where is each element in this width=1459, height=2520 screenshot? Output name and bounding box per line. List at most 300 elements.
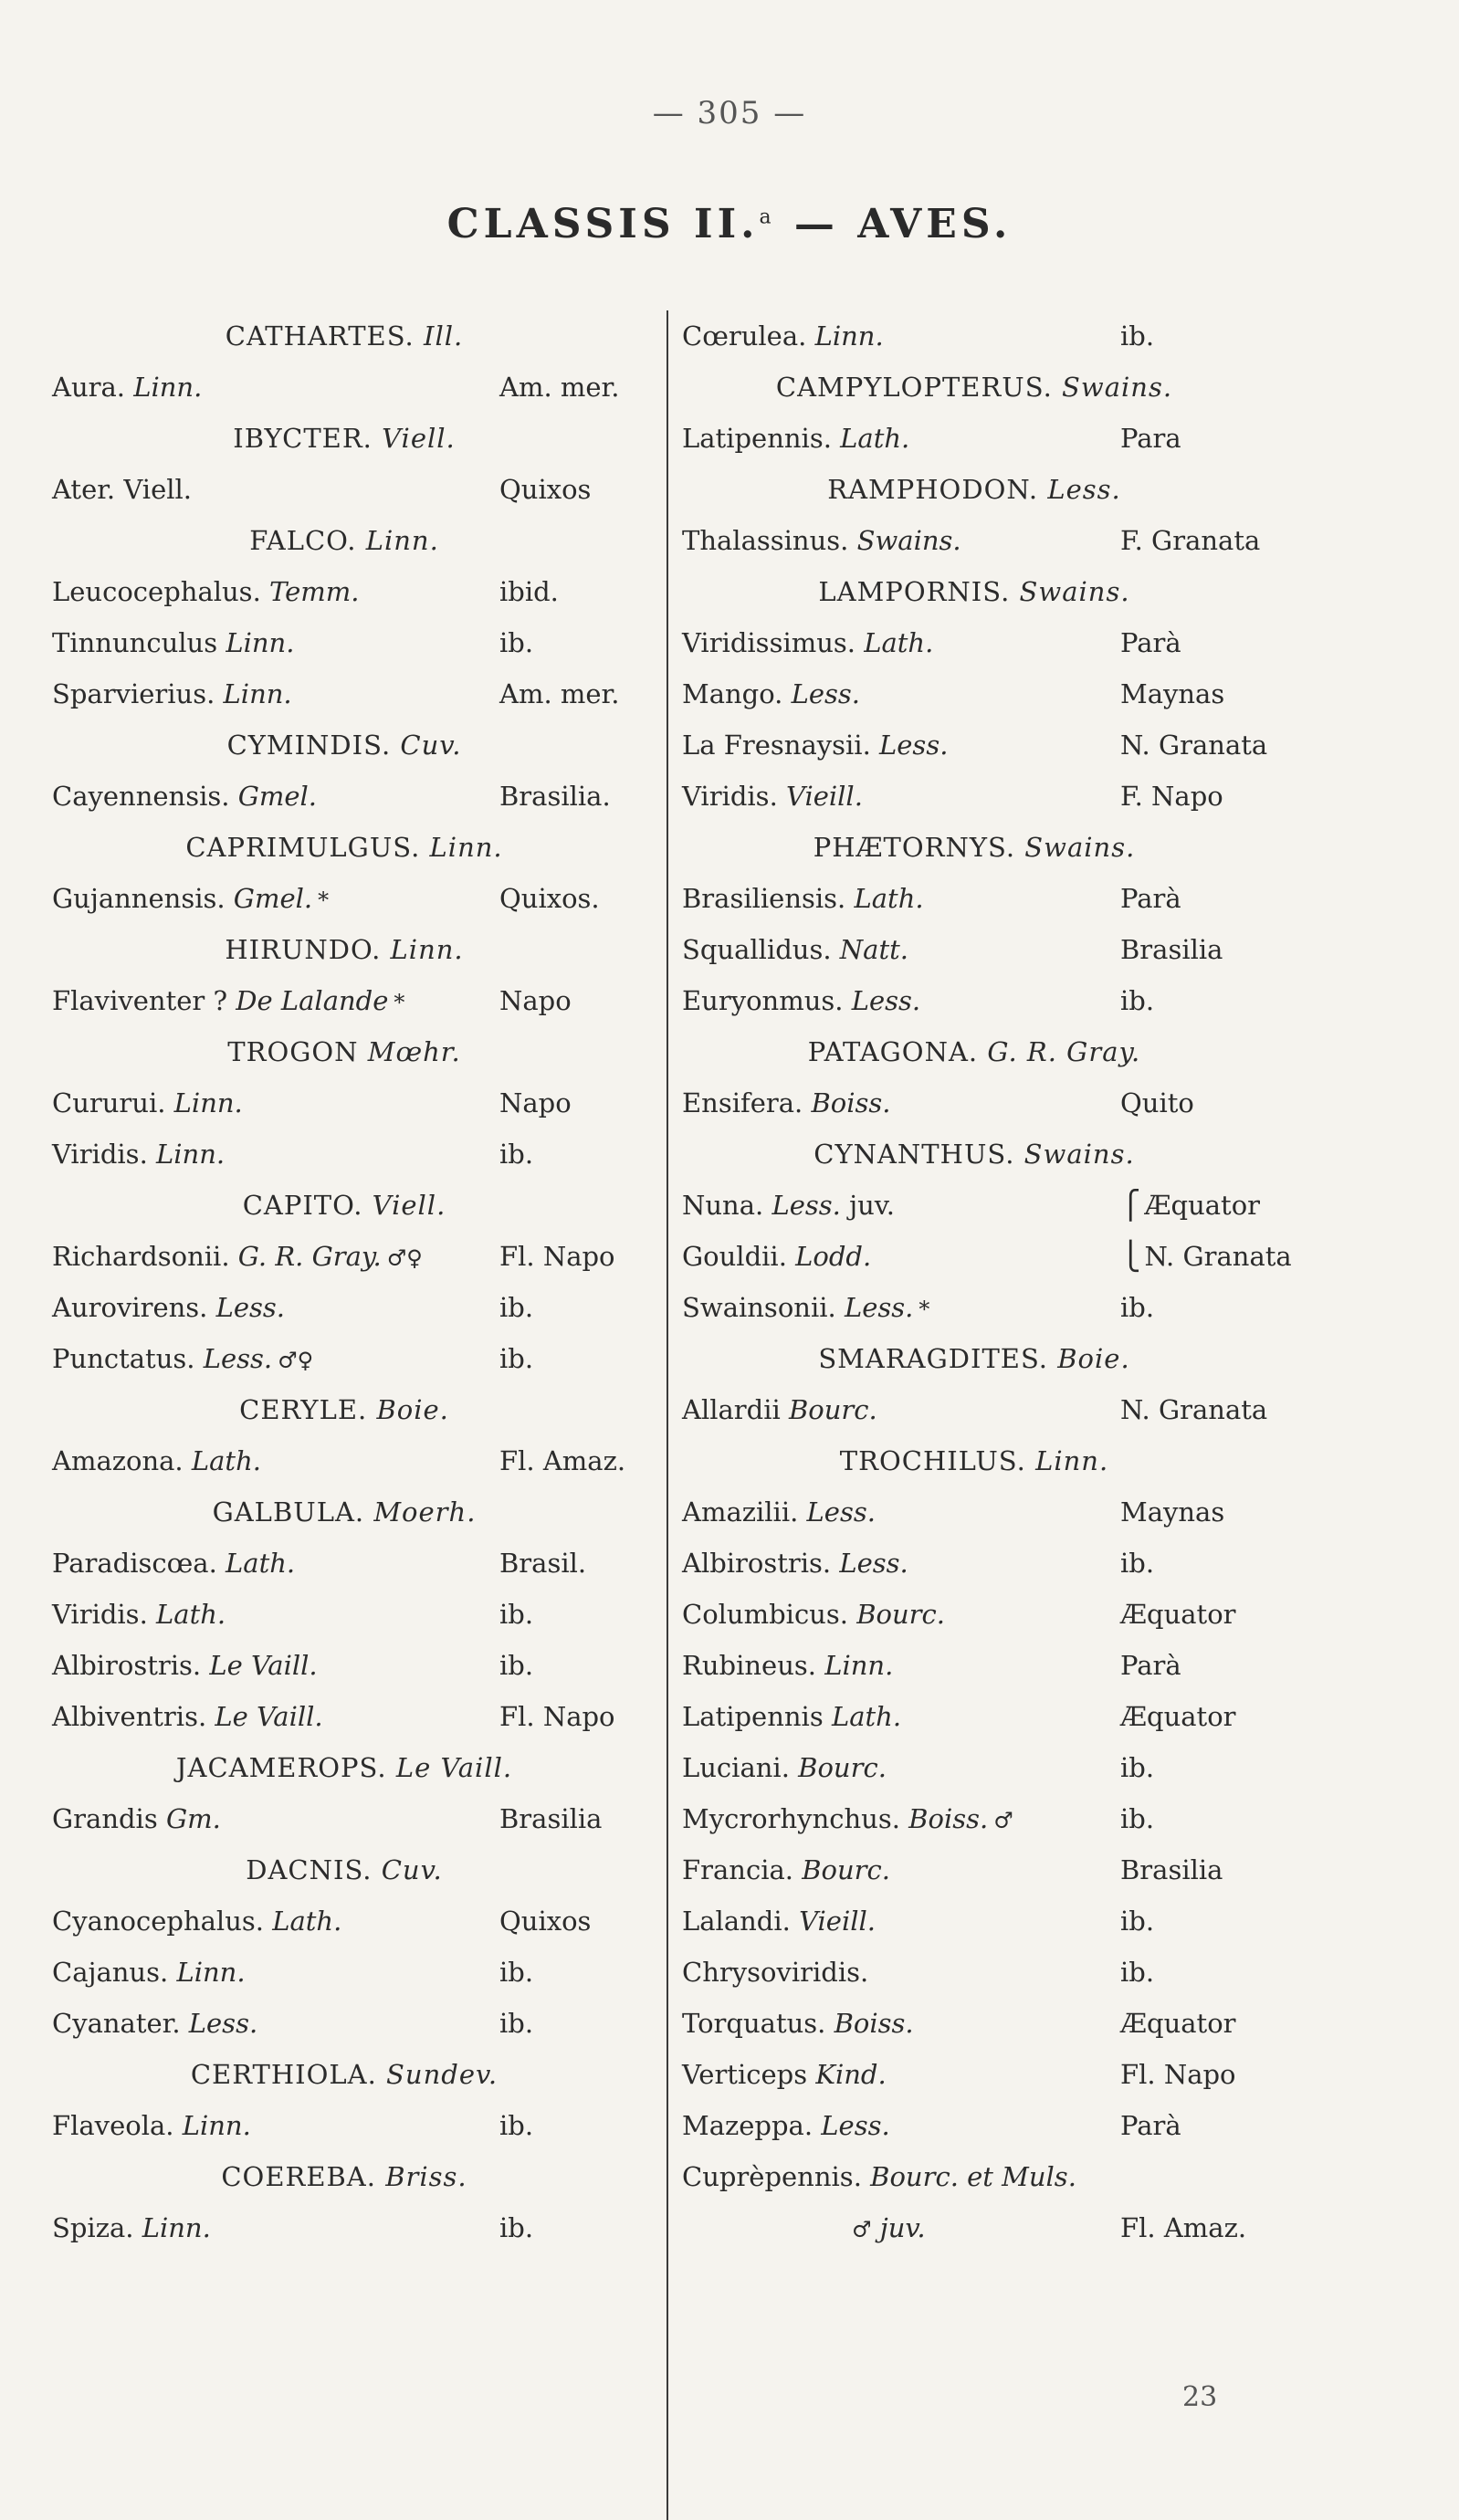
- locality: [1120, 1998, 1236, 2049]
- species-entry: [52, 464, 636, 515]
- species-entry: [682, 1844, 1266, 1895]
- genus-name: CAPITO.: [242, 1190, 363, 1221]
- species-text: [52, 2100, 251, 2151]
- locality: [499, 1435, 625, 1486]
- species-entry: [682, 1742, 1266, 1793]
- species-name: Lalandi.: [682, 1906, 791, 1937]
- species-text: [682, 310, 884, 362]
- locality: [499, 1589, 533, 1640]
- locality: [1120, 1589, 1236, 1640]
- species-text: [682, 2049, 887, 2100]
- right-column: [682, 310, 1292, 2253]
- species-text: [52, 1691, 323, 1742]
- genus-authority: Viell.: [382, 423, 456, 454]
- locality-text: F. Granata: [1120, 525, 1261, 556]
- species-text: [682, 1231, 871, 1282]
- locality-text: ib.: [1120, 320, 1155, 352]
- locality-text: Parà: [1120, 2110, 1181, 2141]
- catchword: 23: [1182, 2381, 1218, 2413]
- class-heading-rest: — AVES.: [775, 201, 1013, 247]
- locality-text: Quixos.: [499, 883, 600, 914]
- species-name: Brasiliensis.: [682, 883, 846, 914]
- species-authority: Less.: [203, 1343, 273, 1374]
- species-text: [682, 2151, 1076, 2202]
- species-text: [52, 668, 292, 719]
- species-authority: Less.: [839, 1548, 908, 1579]
- species-name: Francia.: [682, 1854, 793, 1885]
- locality: [1120, 668, 1224, 719]
- locality: [1120, 2100, 1181, 2151]
- species-name: Viridis.: [682, 781, 778, 812]
- genus-authority: Swains.: [1019, 576, 1130, 607]
- genus-name: CYNANTHUS.: [813, 1139, 1015, 1170]
- species-authority: Linn.: [824, 1650, 894, 1681]
- species-name: Viridis.: [52, 1139, 148, 1170]
- species-name: Cururui.: [52, 1087, 166, 1118]
- species-name: Richardsonii.: [52, 1241, 230, 1272]
- species-authority: Gmel.: [233, 883, 313, 914]
- species-name: Euryonmus.: [682, 985, 844, 1016]
- species-text: [682, 771, 863, 822]
- locality: [1120, 2049, 1236, 2100]
- species-text: [682, 1589, 945, 1640]
- species-text: [682, 668, 860, 719]
- locality-text: N. Granata: [1120, 730, 1268, 761]
- locality-text: ib.: [499, 1650, 534, 1681]
- species-entry: [682, 1384, 1266, 1435]
- species-name: Nuna.: [682, 1190, 764, 1221]
- species-name: Aurovirens.: [52, 1292, 208, 1323]
- locality-text: ib.: [1120, 1803, 1155, 1834]
- species-name: Sparvierius.: [52, 678, 215, 709]
- locality-text: ib.: [499, 627, 534, 658]
- genus-heading: [52, 2049, 636, 2100]
- species-authority: Bourc.: [798, 1752, 887, 1783]
- species-entry: [682, 1486, 1266, 1538]
- species-authority: Bourc.: [788, 1394, 877, 1425]
- species-name: Grandis: [52, 1803, 158, 1834]
- locality-text: Fl. Napo: [499, 1241, 615, 1272]
- species-entry: [682, 1895, 1266, 1947]
- locality-text: Brasilia: [499, 1803, 603, 1834]
- genus-heading: [682, 1333, 1266, 1384]
- genus-name: CATHARTES.: [225, 320, 415, 352]
- locality-text: ib.: [1120, 1548, 1155, 1579]
- genus-authority: Linn.: [390, 934, 464, 965]
- species-entry: [52, 566, 636, 617]
- species-text: [52, 362, 202, 413]
- species-name: Mycrorhynchus.: [682, 1803, 900, 1834]
- genus-heading: [682, 822, 1266, 873]
- species-text: [682, 1793, 1013, 1846]
- species-entry: [682, 1077, 1266, 1129]
- species-entry: [682, 1282, 1266, 1333]
- genus-name: COEREBA.: [221, 2161, 376, 2192]
- species-authority: Bourc.: [802, 1854, 890, 1885]
- species-name: Mazeppa.: [682, 2110, 813, 2141]
- locality-text: ib.: [1120, 985, 1155, 1016]
- locality: [499, 1282, 533, 1333]
- species-name: Paradiscœa.: [52, 1548, 217, 1579]
- species-text: [52, 1947, 246, 1998]
- species-entry: [682, 1640, 1266, 1691]
- genus-heading: [682, 566, 1266, 617]
- species-text: [52, 873, 329, 926]
- brace-mark: ⎩: [1120, 1241, 1141, 1273]
- species-entry: [682, 1180, 1266, 1231]
- locality-text: Parà: [1120, 627, 1181, 658]
- species-text: [52, 1435, 261, 1486]
- species-mark: ♂: [993, 1808, 1013, 1833]
- species-authority: Less.: [806, 1496, 876, 1528]
- locality-text: Fl. Napo: [499, 1701, 615, 1732]
- species-entry: [52, 617, 636, 668]
- species-authority: Temm.: [269, 576, 360, 607]
- species-authority: Gm.: [165, 1803, 221, 1834]
- species-text: [52, 2202, 211, 2253]
- species-authority: Linn.: [223, 678, 292, 709]
- species-extra: juv.: [879, 2212, 926, 2243]
- locality-text: ib.: [499, 1292, 534, 1323]
- species-entry: [52, 1333, 636, 1384]
- genus-name: CAPRIMULGUS.: [185, 832, 421, 863]
- species-entry: [52, 1947, 636, 1998]
- species-text: [52, 1793, 221, 1844]
- species-entry: [682, 771, 1266, 822]
- species-name: Aura.: [52, 372, 125, 403]
- genus-heading: [52, 1486, 636, 1538]
- locality-text: Æquator: [1120, 1599, 1236, 1630]
- genus-authority: Briss.: [385, 2161, 467, 2192]
- genus-authority: Swains.: [1062, 372, 1173, 403]
- species-entry: [682, 719, 1266, 771]
- species-text: [52, 771, 317, 822]
- locality-text: N. Granata: [1120, 1394, 1268, 1425]
- species-name: Luciani.: [682, 1752, 790, 1783]
- species-entry: [52, 1129, 636, 1180]
- species-text: [682, 1691, 901, 1742]
- locality: [1120, 1947, 1154, 1998]
- species-mark: ♂: [852, 2217, 872, 2242]
- species-text: [682, 1844, 890, 1895]
- locality-text: ib.: [1120, 1957, 1155, 1988]
- genus-heading: [52, 924, 636, 975]
- locality-text: Quixos: [499, 1906, 592, 1937]
- species-entry: [682, 310, 1266, 362]
- species-text: [846, 2202, 926, 2255]
- species-text: [682, 1538, 908, 1589]
- species-authority: Le Vaill.: [209, 1650, 318, 1681]
- species-authority: Bourc. et Muls.: [870, 2161, 1076, 2192]
- species-name: La Fresnaysii.: [682, 730, 871, 761]
- genus-name: CAMPYLOPTERUS.: [775, 372, 1053, 403]
- species-text: [682, 975, 920, 1026]
- locality: [1120, 1844, 1223, 1895]
- locality-text: Æquator: [1144, 1190, 1261, 1221]
- locality-text: Æquator: [1120, 2008, 1236, 2039]
- locality: [1120, 515, 1260, 566]
- species-authority: Boiss.: [908, 1803, 989, 1834]
- locality-text: ib.: [499, 1599, 534, 1630]
- locality-text: ib.: [499, 2212, 534, 2243]
- column-divider: [667, 310, 668, 2520]
- species-entry: [682, 1998, 1266, 2049]
- genus-authority: Boie.: [376, 1394, 449, 1425]
- species-authority: Less.: [188, 2008, 258, 2039]
- species-authority: Natt.: [839, 934, 908, 965]
- locality: [499, 566, 559, 617]
- species-entry: [52, 1282, 636, 1333]
- locality: [499, 1998, 533, 2049]
- class-heading-main: CLASSIS II.: [446, 201, 760, 247]
- species-entry: [52, 1998, 636, 2049]
- genus-authority: Ill.: [424, 320, 464, 352]
- species-name: Ensifera.: [682, 1087, 803, 1118]
- species-entry: [682, 617, 1266, 668]
- species-entry: [682, 515, 1266, 566]
- species-authority: Bourc.: [856, 1599, 945, 1630]
- species-authority: Less.: [215, 1292, 286, 1323]
- species-authority: Lath.: [191, 1445, 261, 1476]
- species-authority: Linn.: [814, 320, 884, 352]
- species-text: [682, 924, 908, 975]
- species-text: [682, 873, 924, 924]
- locality: [499, 1640, 533, 1691]
- locality: [1120, 975, 1154, 1026]
- locality-text: Maynas: [1120, 678, 1225, 709]
- species-entry: [682, 1691, 1266, 1742]
- species-mark: *: [394, 990, 405, 1015]
- locality: [499, 617, 533, 668]
- locality: [1120, 1077, 1194, 1129]
- locality: [499, 2100, 533, 2151]
- species-entry: [52, 1589, 636, 1640]
- genus-heading: [52, 413, 636, 464]
- species-text: [52, 975, 404, 1028]
- locality-text: ib.: [499, 2008, 534, 2039]
- species-authority: Less.: [879, 730, 949, 761]
- genus-authority: Le Vaill.: [395, 1752, 513, 1783]
- genus-heading: [52, 1180, 636, 1231]
- species-name: Squallidus.: [682, 934, 832, 965]
- species-name: Cuprèpennis.: [682, 2161, 862, 2192]
- species-authority: Swains.: [856, 525, 961, 556]
- locality: [1120, 1895, 1154, 1947]
- species-authority: Linn.: [142, 2212, 211, 2243]
- species-text: [52, 1589, 226, 1640]
- species-entry: [52, 771, 636, 822]
- genus-name: PHÆTORNYS.: [813, 832, 1016, 863]
- species-authority: Vieill.: [786, 781, 863, 812]
- species-text: [682, 1998, 914, 2049]
- locality-text: Brasilia: [1120, 934, 1223, 965]
- locality-text: Fl. Napo: [1120, 2059, 1236, 2090]
- genus-authority: Swains.: [1024, 832, 1136, 863]
- locality-text: Fl. Amaz.: [1120, 2212, 1247, 2243]
- genus-name: CERYLE.: [239, 1394, 368, 1425]
- species-name: Columbicus.: [682, 1599, 848, 1630]
- locality-text: Am. mer.: [499, 678, 620, 709]
- genus-name: HIRUNDO.: [225, 934, 382, 965]
- genus-heading: [52, 1384, 636, 1435]
- genus-authority: Linn.: [365, 525, 439, 556]
- locality: [499, 1129, 533, 1180]
- genus-name: DACNIS.: [246, 1854, 373, 1885]
- locality-text: Maynas: [1120, 1496, 1225, 1528]
- genus-name: TROCHILUS.: [839, 1445, 1026, 1476]
- locality: [1120, 924, 1223, 975]
- locality-text: ibid.: [499, 576, 559, 607]
- genus-heading: [52, 1742, 636, 1793]
- genus-heading: [682, 1435, 1266, 1486]
- species-authority: Le Vaill.: [215, 1701, 323, 1732]
- species-name: Tinnunculus: [52, 627, 218, 658]
- species-name: Albiventris.: [52, 1701, 207, 1732]
- genus-authority: Viell.: [372, 1190, 446, 1221]
- locality: [1120, 719, 1267, 771]
- species-entry: [682, 1589, 1266, 1640]
- class-heading-sup: a: [759, 205, 776, 229]
- species-text: [682, 1895, 876, 1947]
- species-name: Flaviventer ?: [52, 985, 228, 1016]
- locality-text: Brasilia: [1120, 1854, 1223, 1885]
- species-text: [682, 1947, 868, 1998]
- locality: [499, 1077, 572, 1129]
- species-entry: [52, 1435, 636, 1486]
- species-extra: juv.: [849, 1190, 895, 1221]
- species-authority: Lath.: [864, 627, 934, 658]
- species-authority: Vieill.: [799, 1906, 876, 1937]
- locality: [1120, 1793, 1154, 1844]
- species-authority: Less.: [844, 1292, 914, 1323]
- species-entry: [682, 2049, 1266, 2100]
- species-authority: Lath.: [854, 883, 924, 914]
- species-name: Cyanater.: [52, 2008, 181, 2039]
- species-mark: *: [918, 1297, 930, 1322]
- species-name: Cayennensis.: [52, 781, 230, 812]
- species-name: Spiza.: [52, 2212, 134, 2243]
- species-name: Gujannensis.: [52, 883, 226, 914]
- locality-text: F. Napo: [1120, 781, 1223, 812]
- locality: [499, 464, 591, 515]
- genus-heading: [52, 310, 636, 362]
- genus-authority: Linn.: [429, 832, 503, 863]
- genus-name: LAMPORNIS.: [818, 576, 1011, 607]
- locality: [1120, 1180, 1260, 1232]
- species-text: [682, 2100, 890, 2151]
- species-name: Cyanocephalus.: [52, 1906, 264, 1937]
- locality-text: ib.: [499, 1343, 534, 1374]
- species-authority: Lath.: [156, 1599, 226, 1630]
- species-authority: G. R. Gray.: [237, 1241, 382, 1272]
- locality-text: N. Granata: [1144, 1241, 1292, 1272]
- species-authority: Linn.: [176, 1957, 246, 1988]
- species-entry: [52, 975, 636, 1026]
- species-entry: [682, 1793, 1266, 1844]
- genus-heading: [682, 1129, 1266, 1180]
- locality-text: Quixos: [499, 474, 592, 505]
- locality-text: Parà: [1120, 883, 1181, 914]
- locality-text: Parà: [1120, 1650, 1181, 1681]
- species-text: [682, 1742, 887, 1793]
- locality-text: Fl. Amaz.: [499, 1445, 626, 1476]
- locality: [499, 2202, 533, 2253]
- genus-heading: [52, 719, 636, 771]
- locality: [499, 975, 572, 1026]
- species-name: Viridis.: [52, 1599, 148, 1630]
- genus-authority: Mœhr.: [367, 1036, 461, 1067]
- species-text: [682, 1384, 877, 1435]
- species-entry: [52, 2202, 636, 2253]
- species-name: Leucocephalus.: [52, 576, 261, 607]
- species-name: Mango.: [682, 678, 783, 709]
- species-text: [52, 1077, 243, 1129]
- species-authority: Linn.: [182, 2110, 251, 2141]
- species-text: [682, 413, 909, 464]
- species-authority: Linn.: [226, 627, 295, 658]
- species-text: [52, 1538, 295, 1589]
- species-authority: Less.: [821, 2110, 890, 2141]
- species-name: Chrysoviridis.: [682, 1957, 869, 1988]
- locality: [499, 1538, 586, 1589]
- species-entry: [682, 413, 1266, 464]
- locality: [499, 1947, 533, 1998]
- species-authority: De Lalande: [236, 985, 389, 1016]
- species-authority: Lath.: [831, 1701, 902, 1732]
- species-name: Amazona.: [52, 1445, 184, 1476]
- genus-heading: [682, 362, 1266, 413]
- genus-authority: G. R. Gray.: [987, 1036, 1141, 1067]
- species-name: Rubineus.: [682, 1650, 816, 1681]
- locality-text: ib.: [1120, 1292, 1155, 1323]
- locality: [499, 771, 611, 822]
- species-name: Amazilii.: [682, 1496, 799, 1528]
- locality-text: Brasilia.: [499, 781, 611, 812]
- locality: [1120, 617, 1181, 668]
- species-entry: [52, 668, 636, 719]
- locality: [1120, 873, 1181, 924]
- species-entry: [52, 1231, 636, 1282]
- species-entry: [52, 1640, 636, 1691]
- species-name: Torquatus.: [682, 2008, 826, 2039]
- genus-authority: Sundev.: [386, 2059, 499, 2090]
- species-text: [52, 1333, 313, 1386]
- genus-heading: [52, 515, 636, 566]
- brace-mark: ⎧: [1120, 1190, 1141, 1222]
- species-name: Cœrulea.: [682, 320, 807, 352]
- locality: [499, 668, 619, 719]
- species-authority: Lath.: [226, 1548, 296, 1579]
- species-entry: [52, 873, 636, 924]
- species-entry: [52, 2100, 636, 2151]
- genus-heading: [52, 1844, 636, 1895]
- locality-text: Para: [1120, 423, 1181, 454]
- species-name: Latipennis.: [682, 423, 832, 454]
- species-entry: [682, 924, 1266, 975]
- genus-heading: [52, 822, 636, 873]
- species-text: [52, 566, 360, 617]
- species-name: Thalassinus.: [682, 525, 849, 556]
- genus-authority: Cuv.: [381, 1854, 443, 1885]
- locality: [1120, 413, 1181, 464]
- locality: [499, 362, 619, 413]
- genus-authority: Less.: [1047, 474, 1121, 505]
- species-authority: Gmel.: [237, 781, 318, 812]
- species-authority: Linn.: [173, 1087, 243, 1118]
- locality: [499, 1793, 602, 1844]
- genus-heading: [52, 1026, 636, 1077]
- locality-text: ib.: [499, 2110, 534, 2141]
